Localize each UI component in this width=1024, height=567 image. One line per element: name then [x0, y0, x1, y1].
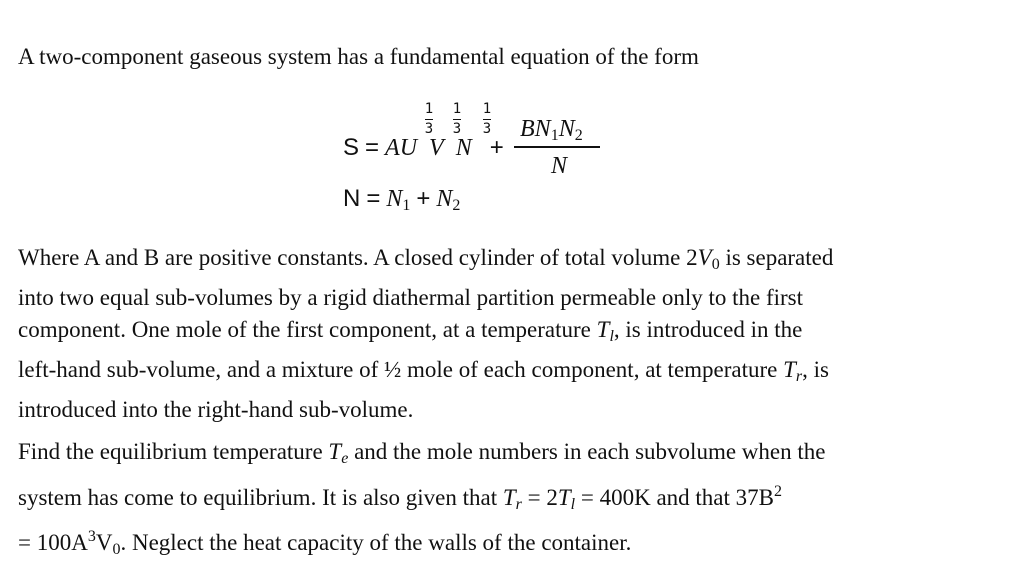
p2-line1b: and the mole numbers in each subvolume when the [348, 439, 826, 464]
exp-v-den: 3 [452, 121, 462, 137]
eq-s-u: U [399, 135, 418, 161]
p2-line1a: Find the equilibrium temperature [18, 439, 329, 464]
frac-n2: N [558, 116, 575, 142]
exp-u-num: 1 [424, 101, 434, 117]
p1-tr-sub: r [795, 368, 803, 386]
p2-line3a: = 100A [18, 530, 88, 556]
p1-line2: into two equal sub-volumes by a rigid diathermal partition permeable only to the first [18, 284, 804, 310]
p2-line3b: . Neglect the heat capacity of the walls of the container. [120, 530, 632, 556]
question-paragraph [18, 436, 1018, 567]
exponent-v [451, 101, 463, 137]
p2-line2a: system has come to equilibrium. It is also given that [18, 484, 503, 510]
p2-tr: T [502, 484, 516, 510]
mole-sum-equation [343, 184, 460, 221]
exp-u-den: 3 [424, 121, 434, 137]
p2-tr-sub: r [515, 495, 522, 513]
frac-sub2: 2 [574, 127, 583, 144]
eq-s-plus: + [489, 134, 504, 161]
p2-cube: 3 [87, 528, 96, 546]
eq-s-n: N [455, 135, 472, 161]
p2-sq: 2 [773, 482, 782, 500]
intro-sentence: A two-component gaseous system has a fundamental equation of the form [18, 44, 699, 69]
frac-n1: N [534, 116, 551, 142]
eq-n-sub2: 2 [452, 197, 461, 214]
p2-eq1: = 2 [521, 484, 558, 510]
p2-te-sub: e [341, 450, 349, 467]
p2-eq2: = 400K and that 37B [575, 484, 774, 510]
exp-u-bar [425, 119, 433, 120]
p2-line3v: V [95, 530, 113, 556]
problem-setup-paragraph [18, 242, 1018, 427]
exponent-n [481, 101, 493, 137]
p1-line4b: , is [802, 357, 829, 383]
exp-v-bar [453, 119, 461, 120]
fraction-bar [514, 146, 600, 148]
eq-s-lhs: S [343, 134, 360, 161]
exp-v-num: 1 [452, 101, 462, 117]
exp-n-num: 1 [482, 101, 492, 117]
p2-line3-sub: 0 [112, 541, 121, 559]
p1-v0-sub: 0 [711, 256, 720, 273]
p1-line5: introduced into the right-hand sub-volume. [18, 396, 414, 422]
p1-line3b: , is introduced in the [613, 317, 803, 343]
exp-n-den: 3 [482, 121, 492, 137]
eq-n-equals: = [366, 185, 381, 212]
eq-s-equals: = [365, 134, 380, 161]
p1-line4a: left-hand sub-volume, and a mixture of ½ mole of each component, at temperature [18, 357, 784, 383]
p2-tl: T [557, 484, 571, 510]
p1-v0: V [697, 245, 712, 270]
eq-n-sub1: 1 [402, 197, 411, 214]
eq-s-v: V [429, 135, 444, 161]
frac-sub1: 1 [550, 127, 559, 144]
p2-te: T [328, 439, 342, 464]
eq-s-coef: A [385, 135, 400, 161]
p1-line1a: Where A and B are positive constants. A closed cylinder of total volume 2 [18, 245, 698, 270]
fraction-denominator: N [551, 153, 568, 179]
exponent-u [423, 101, 435, 137]
exp-n-bar [483, 119, 491, 120]
p1-line1b: is separated [719, 245, 834, 270]
eq-n-n2: N [436, 186, 453, 212]
p1-line3a: component. One mole of the first component, at a temperature [18, 317, 597, 343]
eq-n-lhs: N [343, 185, 361, 212]
frac-b: B [520, 116, 535, 142]
p1-tl-sub: l [609, 328, 614, 346]
p2-tl-sub: l [570, 495, 576, 513]
p1-tl: T [596, 317, 610, 343]
eq-n-n1: N [386, 186, 403, 212]
p1-tr: T [783, 357, 796, 383]
eq-n-plus: + [416, 185, 431, 212]
